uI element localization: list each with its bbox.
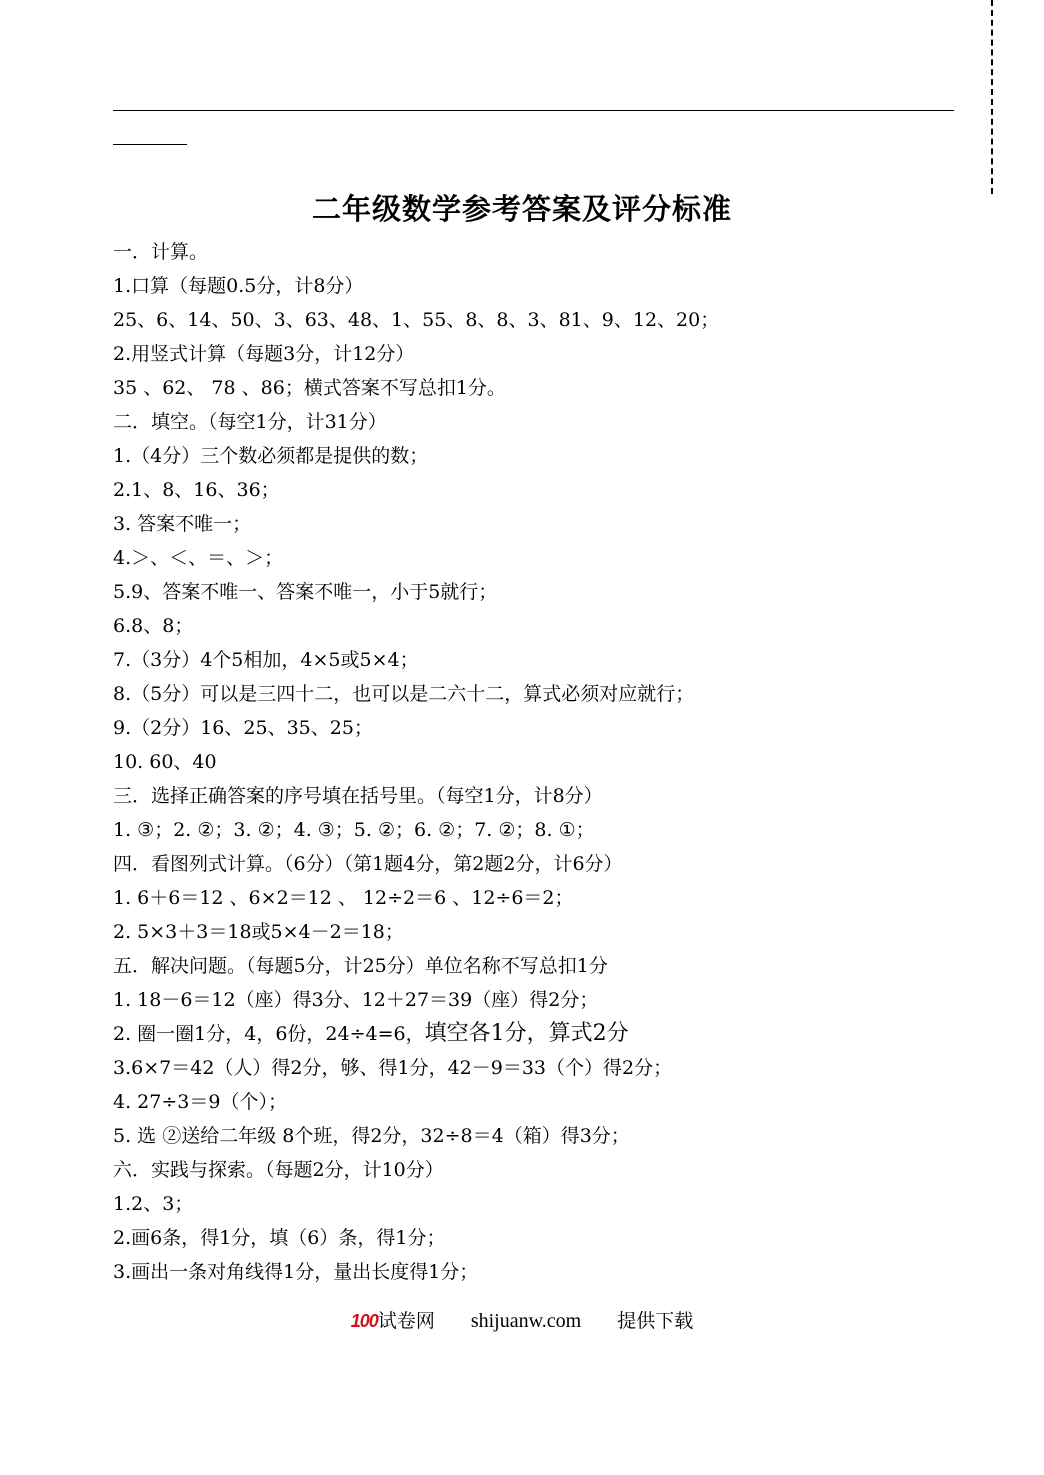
answer-line: 2.1、8、16、36；	[113, 479, 280, 501]
footer-note: 提供下载	[617, 1310, 694, 1332]
binding-dashed-line	[991, 0, 993, 194]
answer-line: 1.（4分）三个数必须都是提供的数；	[113, 445, 429, 467]
header-short-rule	[113, 144, 187, 145]
answer-line: 1. 18－6＝12（座）得3分、12＋27＝39（座）得2分；	[113, 989, 599, 1011]
site-url: shijuanw.com	[470, 1310, 582, 1332]
section-heading: 一．计算。	[113, 241, 209, 263]
answer-line: 9.（2分）16、25、35、25；	[113, 717, 373, 739]
answer-line: 8.（5分）可以是三四十二，也可以是二六十二，算式必须对应就行；	[113, 683, 695, 705]
answer-line: 25、6、14、50、3、63、48、1、55、8、8、3、81、9、12、20；	[113, 309, 720, 331]
answer-line-mixed	[113, 1017, 973, 1051]
answer-line: 1. 6＋6＝12 、6×2＝12 、 12÷2＝6 、12÷6＝2；	[113, 887, 574, 909]
site-name: 试卷网	[377, 1310, 435, 1332]
section-heading: 三．选择正确答案的序号填在括号里。（每空1分，计8分）	[113, 785, 603, 807]
answer-line: 4. 27÷3＝9（个）；	[113, 1091, 287, 1113]
answer-line: 35 、62、 78 、86；横式答案不写总扣1分。	[113, 377, 506, 399]
answer-line: 1.口算（每题0.5分，计8分）	[113, 275, 364, 297]
answer-line: 6.8、8；	[113, 615, 194, 637]
answer-lines	[113, 235, 973, 1289]
answer-line: 5.9、答案不唯一、答案不唯一，小于5就行；	[113, 581, 498, 603]
answer-line: 5. 选 ②送给二年级 8个班，得2分，32÷8＝4（箱）得3分；	[113, 1125, 630, 1147]
answer-line-part: 2. 圈一圈1分，4，6份，24÷4=6，	[113, 1023, 425, 1045]
answer-line: 1.2、3；	[113, 1193, 194, 1215]
header-rule	[113, 110, 954, 111]
answer-line: 10. 60、40	[113, 751, 217, 773]
page-title: 二年级数学参考答案及评分标准	[311, 192, 732, 226]
answer-line-part-large: 填空各1分，算式2分	[424, 1021, 629, 1046]
answer-line: 7.（3分）4个5相加，4×5或5×4；	[113, 649, 419, 671]
answer-line: 3. 答案不唯一；	[113, 513, 252, 535]
section-heading: 二．填空。（每空1分，计31分）	[113, 411, 387, 433]
answer-line: 3.6×7＝42（人）得2分，够、得1分，42－9＝33（个）得2分；	[113, 1057, 673, 1079]
answer-line: 2. 5×3＋3＝18或5×4－2＝18；	[113, 921, 404, 943]
answer-line: 2.画6条，得1分，填（6）条，得1分；	[113, 1227, 446, 1249]
section-heading: 六．实践与探索。（每题2分，计10分）	[113, 1159, 444, 1181]
footer	[0, 1306, 1044, 1336]
answer-line: 1. ③；2. ②；3. ②；4. ③；5. ②；6. ②；7. ②；8. ①；	[113, 819, 595, 841]
site-logo: 100	[350, 1311, 378, 1331]
answer-line: 4.＞、＜、＝、＞；	[113, 547, 284, 569]
answer-line: 3.画出一条对角线得1分，量出长度得1分；	[113, 1261, 479, 1283]
section-heading: 五．解决问题。（每题5分，计25分）单位名称不写总扣1分	[113, 955, 608, 977]
answer-line: 2.用竖式计算（每题3分，计12分）	[113, 343, 415, 365]
section-heading: 四．看图列式计算。（6分）（第1题4分，第2题2分，计6分）	[113, 853, 623, 875]
